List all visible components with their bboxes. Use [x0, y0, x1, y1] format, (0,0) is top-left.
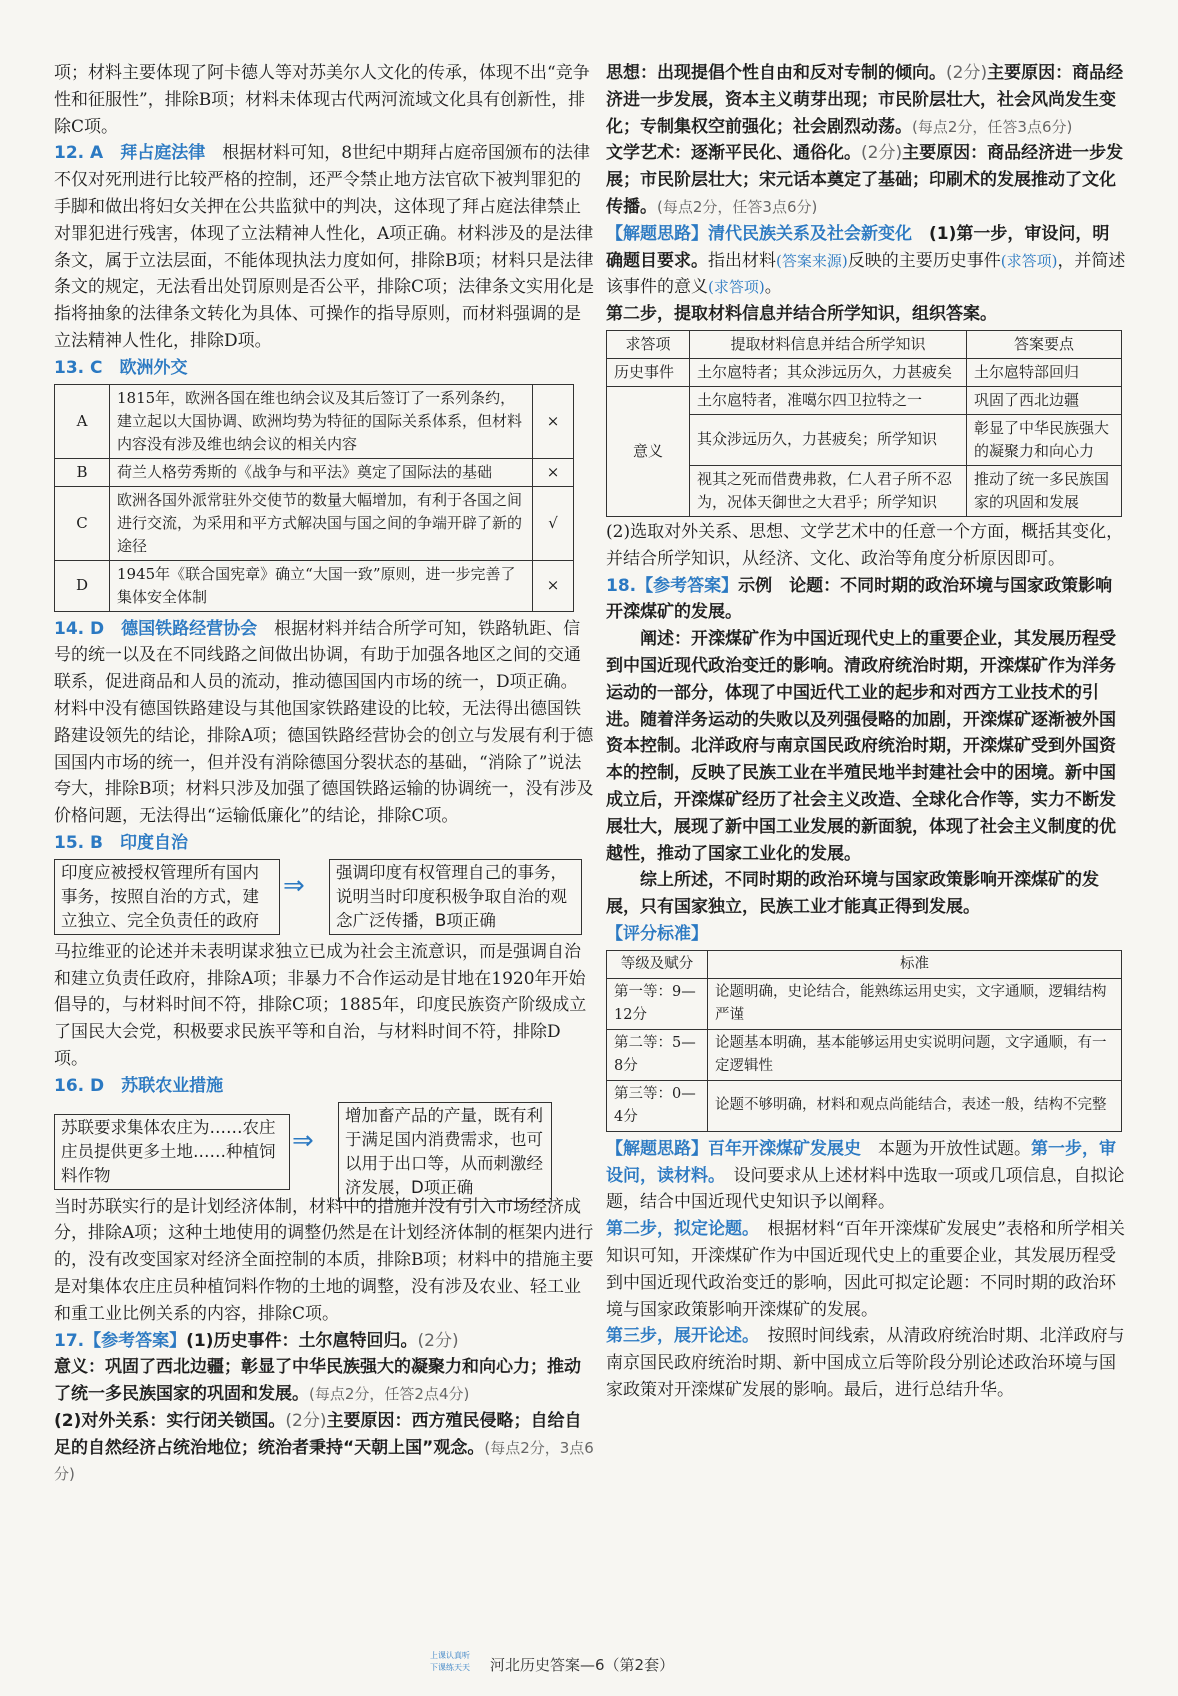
table-row: 第三等：0—4分 论题不够明确，材料和观点尚能结合，表述一般，结构不完整	[607, 1080, 1122, 1131]
arrow-icon: ⇒	[283, 870, 305, 901]
judgement-mark: ×	[533, 458, 574, 486]
q16-flow	[54, 1102, 594, 1197]
q12-topic: 拜占庭法律	[120, 143, 206, 164]
q17-thought: 思想：出现提倡个性自由和反对专制的倾向。(2分)主要原因：商品经济进一步发展，资本主义萌芽出现；市民阶层壮大，社会风尚发生变化；专制集权空前强化；社会剧烈动荡。(每点2分，任答3点6分)	[606, 63, 1124, 137]
q12-number: 12. A	[54, 143, 104, 164]
right-column	[606, 60, 1126, 1404]
q12-text: 根据材料可知，8世纪中期拜占庭帝国颁布的法律不仅对死刑进行比较严格的控制，还严令禁止地方法官砍下被判罪犯的手脚和做出将妇女关押在公共监狱中的判决，这体现了拜占庭法律禁止对罪犯进行残害，体现了立法精神人性化，A项正确。材料涉及的是法律条文，属于立法层面，不能体现执法力度如何，排除B项；材料只是法律条文的规定，无法看出处罚原则是否公平，排除C项；法律条文实用化是指将抽象的法律条文转化为具体、可操作的指导原则，而材料强调的是立法精神人性化，排除D项。	[54, 143, 595, 351]
q12	[54, 140, 594, 354]
table-row: 其众涉远历久，力甚疲矣；所学知识 彰显了中华民族强大的凝聚力和向心力	[607, 414, 1122, 465]
q11-tail: 项；材料主要体现了阿卡德人等对苏美尔人文化的传承，体现不出“竞争性和征服性”，排除B项；材料未体现古代两河流域文化具有创新性，排除C项。	[54, 63, 590, 137]
answer-table-header: 提取材料信息并结合所学知识	[690, 330, 967, 358]
table-row: 意义 土尔扈特者，准噶尔四卫拉特之一 巩固了西北边疆	[607, 386, 1122, 414]
q18-body: 阐述：开滦煤矿作为中国近现代史上的重要企业，其发展历程受到中国近现代政治变迁的影响。清政府统治时期，开滦煤矿作为洋务运动的一部分，体现了中国近代工业的起步和对西方工业技术的引进。随着洋务运动的失败以及列强侵略的加剧，开滦煤矿逐渐被外国资本控制。北洋政府与南京国民政府统治时期，开滦煤矿受到外国资本的控制，反映了民族工业在半殖民地半封建社会中的困境。新中国成立后，开滦煤矿经历了社会主义改造、全球化合作等，实力不断发展壮大，展现了新中国工业发展的新面貌，体现了社会主义制度的优越性，推动了国家工业化的发展。	[606, 629, 1116, 864]
q17: 17.【参考答案】(1)历史事件：土尔扈特回归。(2分)	[54, 1330, 459, 1351]
q18-summary: 综上所述，不同时期的政治环境与国家政策影响开滦煤矿的发展，只有国家独立，民族工业才能真正得到发展。	[606, 870, 1099, 918]
table-row	[55, 384, 574, 458]
table-row	[55, 560, 574, 611]
score-table: 等级及赋分 标准 第一等：9—12分 论题明确，史论结合，能熟练运用史实，文字通顺，逻辑结构严谨 第二等：5—8分 论题基本明确，基本能够运用史实说明问题，文字通顺，有一定逻辑性 第三等：0—4分 论题不够明确，材料和观点尚能结合，表述一般，结构不完整	[606, 950, 1122, 1132]
q18: 18.【参考答案】示例 论题：不同时期的政治环境与国家政策影响开滦煤矿的发展。	[606, 575, 1113, 623]
q13-table	[54, 384, 574, 612]
q15-header: 15. B 印度自治	[54, 832, 188, 853]
option-letter: B	[55, 458, 110, 486]
q14: 14. D 德国铁路经营协会 根据材料并结合所学可知，铁路轨距、信号的统一以及在不同线路之间做出协调，有助于加强各地区之间的交通联系，促进商品和人员的流动，推动德国国内市场的统一，D项正确。材料中没有德国铁路建设与其他国家铁路建设的比较，无法得出德国铁路建设领先的结论，排除A项；德国铁路经营协会的创立与发展有利于德国国内市场的统一，但并没有消除德国分裂状态的基础，“消除了”说法夸大，排除B项；材料只涉及加强了德国铁路运输的协调统一，没有涉及价格问题，无法得出“运输低廉化”的结论，排除C项。	[54, 618, 594, 827]
q18-step2: 第二步，拟定论题。 根据材料“百年开滦煤矿发展史”表格和所学相关知识可知，开滦煤矿作为中国近现代史上的重要企业，其发展历程受到中国近现代政治变迁的影响，因此可拟定论题：不同时期的政治环境与国家政策影响开滦煤矿的发展。	[606, 1219, 1125, 1320]
q15-box-material: 印度应被授权管理所有国内事务，按照自治的方式，建立独立、完全负责任的政府	[54, 859, 280, 935]
q16-header: 16. D 苏联农业措施	[54, 1075, 224, 1096]
q16-box-material: 苏联要求集体农庄为……农庄庄员提供更多土地……种植饲料作物	[54, 1114, 290, 1190]
judgement-mark: √	[533, 486, 574, 560]
option-analysis: 1815年，欧洲各国在维也纳会议及其后签订了一系列条约，建立起以大国协调、欧洲均势为特征的国际关系体系，但材料内容没有涉及维也纳会议的相关内容	[110, 384, 533, 458]
table-row	[55, 486, 574, 560]
publisher-logo: 上课认真听 下课练天天	[430, 1651, 470, 1672]
answer-table	[606, 330, 1122, 517]
option-analysis: 荷兰人格劳秀斯的《战争与和平法》奠定了国际法的基础	[110, 458, 533, 486]
left-column	[54, 60, 594, 1488]
arrow-icon: ⇒	[292, 1125, 314, 1156]
option-letter: C	[55, 486, 110, 560]
q17-step2: 第二步，提取材料信息并结合所学知识，组织答案。	[606, 304, 997, 325]
table-row: 第二等：5—8分 论题基本明确，基本能够运用史实说明问题，文字通顺，有一定逻辑性	[607, 1029, 1122, 1080]
q17-part2-hint: (2)选取对外关系、思想、文学艺术中的任意一个方面，概括其变化，并结合所学知识，从经济、文化、政治等角度分析原因即可。	[606, 521, 1124, 569]
table-row: 历史事件 土尔扈特者；其众涉远历久，力甚疲矣 土尔扈特部回归	[607, 358, 1122, 386]
q17-part2: (2)对外关系：实行闭关锁国。(2分)主要原因：西方殖民侵略；自给自足的自然经济占统治地位；统治者秉持“天朝上国”观念。(每点2分，3点6分)	[54, 1410, 594, 1484]
q16-text: 当时苏联实行的是计划经济体制，材料中的措施并没有引入市场经济成分，排除A项；这种土地使用的调整仍然是在计划经济体制的框架内进行的，没有改变国家对经济全面控制的本质，排除B项；材料中的措施主要是对集体农庄庄员种植饲料作物的土地的调整，没有涉及农业、轻工业和重工业比例关系的内容，排除C项。	[54, 1196, 594, 1324]
q17-significance: 意义：巩固了西北边疆；彰显了中华民族强大的凝聚力和向心力；推动了统一多民族国家的巩固和发展。(每点2分，任答2点4分)	[54, 1357, 581, 1405]
q17-solution-thought: 【解题思路】清代民族关系及社会新变化 (1)第一步，审设问，明确题目要求。指出材料(答案来源)反映的主要历史事件(求答项)，并简述该事件的意义(求答项)。	[606, 223, 1126, 298]
page-footer: 河北历史答案—6（第2套）	[490, 1656, 675, 1674]
answer-table-header: 求答项	[607, 330, 690, 358]
answer-table-header: 答案要点	[967, 330, 1122, 358]
table-row	[55, 458, 574, 486]
score-standard-title: 【评分标准】	[606, 923, 708, 944]
table-row: 视其之死而借费弗救，仁人君子所不忍为，况体天御世之大君乎；所学知识 推动了统一多民族国家的巩固和发展	[607, 465, 1122, 516]
q15-box-analysis: 强调印度有权管理自己的事务，说明当时印度积极争取自治的观念广泛传播，B项正确	[329, 859, 582, 935]
q15-text: 马拉维亚的论述并未表明谋求独立已成为社会主流意识，而是强调自治和建立负责任政府，排除A项；非暴力不合作运动是甘地在1920年开始倡导的，与材料时间不符，排除C项；1885年，印度民族资产阶级成立了国民大会党，积极要求民族平等和自治，与材料时间不符，排除D项。	[54, 941, 587, 1069]
q18-step3: 第三步，展开论述。 按照时间线索，从清政府统治时期、北洋政府与南京国民政府统治时期、新中国成立后等阶段分别论述政治环境与国家政策对开滦煤矿发展的影响。最后，进行总结升华。	[606, 1326, 1125, 1400]
option-analysis: 1945年《联合国宪章》确立“大国一致”原则，进一步完善了集体安全体制	[110, 560, 533, 611]
table-row: 第一等：9—12分 论题明确，史论结合，能熟练运用史实，文字通顺，逻辑结构严谨	[607, 978, 1122, 1029]
q13-header: 13. C 欧洲外交	[54, 357, 188, 378]
option-letter: D	[55, 560, 110, 611]
judgement-mark: ×	[533, 560, 574, 611]
option-letter: A	[55, 384, 110, 458]
q18-solution-thought: 【解题思路】百年开滦煤矿发展史 本题为开放性试题。第一步，审设问，读材料。 设问要求从上述材料中选取一项或几项信息，自拟论题，结合中国近现代史知识予以阐释。	[606, 1138, 1125, 1213]
option-analysis: 欧洲各国外派常驻外交使节的数量大幅增加，有利于各国之间进行交流，为采用和平方式解决国与国之间的争端开辟了新的途径	[110, 486, 533, 560]
q16-box-analysis: 增加畜产品的产量，既有利于满足国内消费需求，也可以用于出口等，从而刺激经济发展，D项正确	[338, 1102, 552, 1202]
q15-flow	[54, 859, 594, 935]
q17-literature: 文学艺术：逐渐平民化、通俗化。(2分)主要原因：商品经济进一步发展；市民阶层壮大；宋元话本奠定了基础；印刷术的发展推动了文化传播。(每点2分，任答3点6分)	[606, 143, 1124, 217]
judgement-mark: ×	[533, 384, 574, 458]
